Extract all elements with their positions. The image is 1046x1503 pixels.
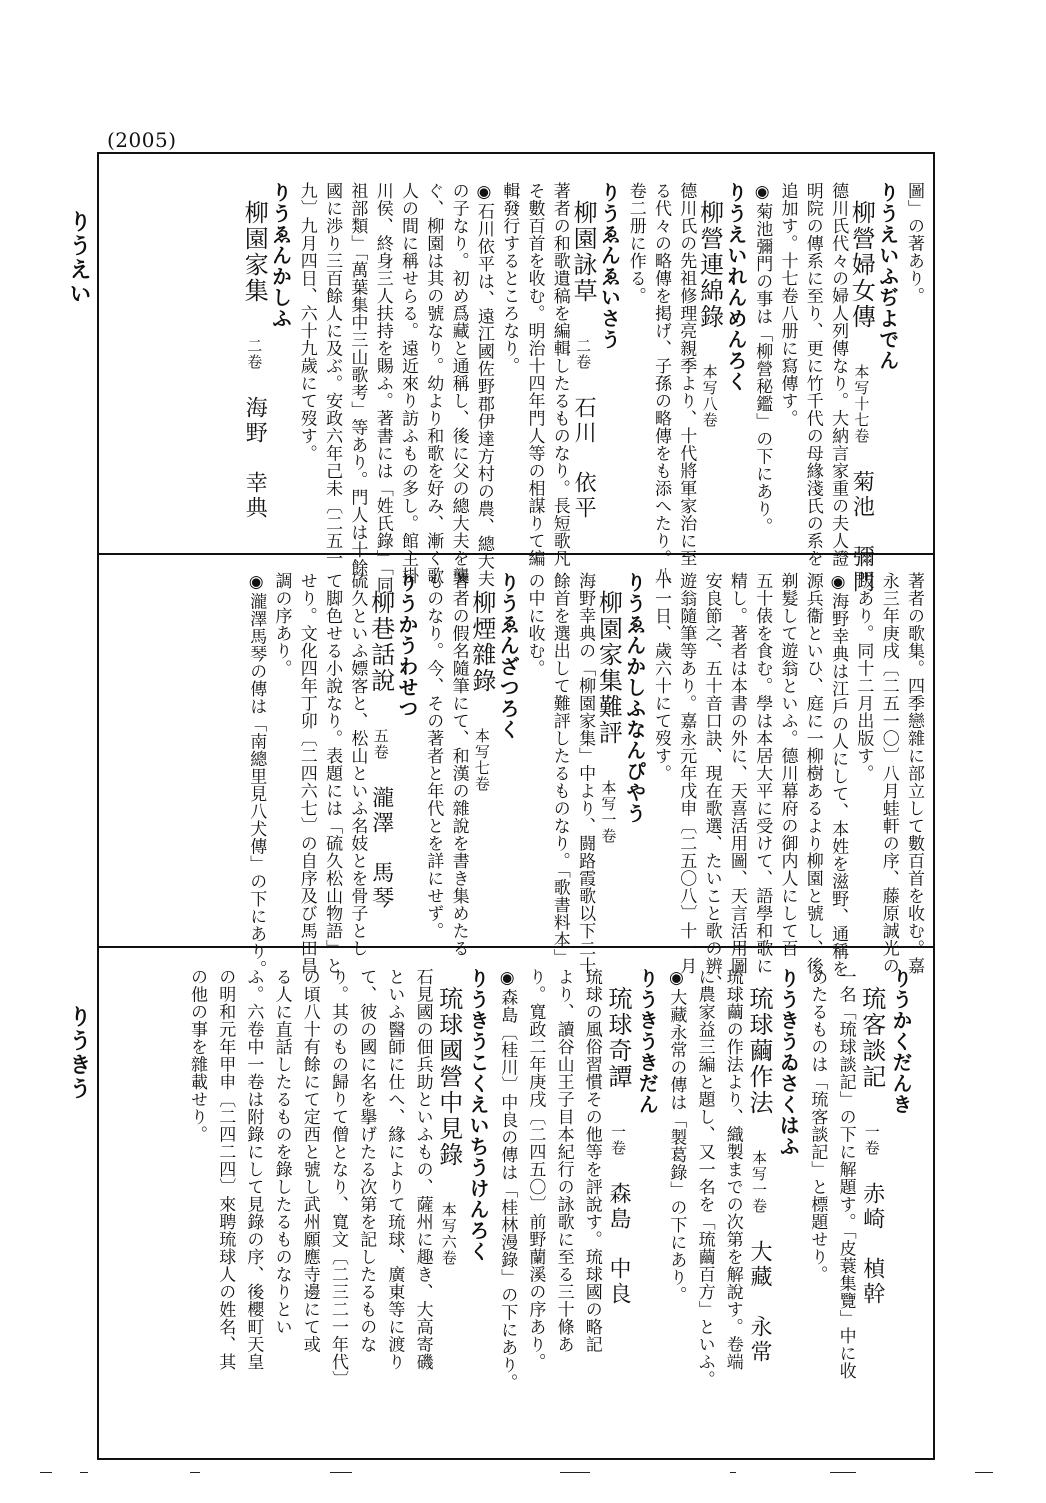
entry-title: 琉球奇譚 (604, 986, 632, 1090)
body-text-line: 海野幸典の「柳園家集」中より、闘路霞歌以下二十 (575, 572, 596, 975)
entry-title: 琉球繭作法 (745, 986, 773, 1116)
body-text-line: の他の事を雜載せり。 (187, 968, 207, 1143)
body-text-line: ◉瀧澤馬琴の傳は「南總里見八犬傳」の下にあり。 (246, 572, 267, 978)
entry-heading-kana: りうきうこくえいちうけんろく (466, 968, 490, 1262)
body-text-line: 調の序あり。 (271, 572, 292, 677)
entry-title-line (594, 590, 623, 844)
body-text-line: る代々の略傳を掲げ、子孫の略傳をも添へたり。八 (651, 182, 671, 585)
body-text-line: 遊翁隨筆等あり。嘉永元年戊申〔二五〇八〕十一月 (676, 572, 697, 975)
entry-heading-kana: りうゑんかしふ (268, 182, 293, 329)
body-text-line: 九〕九月四日、六十九歲にて歿す。 (296, 182, 317, 462)
volume-note: 二卷 (245, 338, 264, 370)
body-text-line: の中に收む。 (524, 572, 545, 677)
body-text-line: 著者の假名隨筆にて、和漢の雜說を書き集めたる (448, 572, 469, 957)
entry-title: 柳園家集難評 (594, 590, 623, 746)
entry-title-line (695, 200, 724, 428)
body-text-line: 剃髮して遊翁といふ。德川幕府の御内人にして百 (777, 572, 798, 957)
entry-author: 瀧澤 馬琴 (368, 786, 394, 911)
body-text-line: 安良節之、五十音口訣、現在歌選、たいこと歌の辨、 (701, 572, 722, 992)
body-text-line: ぐ、柳園は其の號なり。幼より和歌を好み、漸く歌 (423, 182, 444, 585)
volume-note: 本写十七卷 (852, 364, 871, 444)
body-text-line: 輯發行するところなり。 (499, 182, 520, 375)
entry-heading-kana: りうきうきだん (635, 968, 660, 1115)
entry-title-line (606, 986, 630, 1307)
entry-heading-kana: りうきうゐさくはふ (776, 968, 801, 1157)
entry-title-line (366, 590, 395, 911)
entry-author: 石川 依平 (571, 396, 597, 521)
body-text-line: 琉球の風俗習慣その他等を評說す。琉球國の略記 (581, 968, 602, 1353)
volume-note: 本写八卷 (700, 364, 719, 428)
body-text-line: せり。文化四年丁卯〔二四六七〕の自序及び馬田昌 (296, 572, 317, 975)
entry-heading-kana: りうかくだんき (889, 968, 913, 1115)
entry-title-line (467, 590, 496, 792)
entry-title: 柳巷話說 (366, 590, 395, 694)
entry-title: 琉球國營中見錄 (434, 986, 463, 1168)
body-text-line: 硫久といふ嫖客と、松山といふ名妓とを骨子とし (347, 572, 368, 957)
entry-title: 柳營連綿錄 (695, 200, 724, 330)
entry-heading-kana: りうえいふぢよでん (875, 182, 900, 371)
body-text-line: の頃八十有餘にて定西と號し武州願應寺邊にて或 (299, 968, 320, 1353)
body-text-line: 德川氏の先祖修理亮親季より、十代將軍家治に至 (676, 182, 697, 567)
body-text-line: めたるものは「琉客談記」と標題せり。 (807, 968, 828, 1283)
volume-note: 本写七卷 (472, 728, 491, 792)
entry-author: 菊池 彌門 (849, 470, 875, 595)
entry-title: 柳園家集 (240, 200, 269, 304)
entry-author: 森島 中良 (606, 1182, 631, 1307)
entry-title-line (240, 200, 269, 521)
body-text-line: 精し。著者は本書の外に、天喜活用圖、天言活用圖 (726, 572, 747, 975)
entry-title-line (847, 200, 876, 595)
entry-author: 赤崎 楨幹 (859, 1182, 885, 1307)
entry-title: 琉客談記 (857, 986, 886, 1090)
body-text-line: 琉球繭の作法より、織製までの次第を解說す。卷端 (722, 968, 743, 1371)
body-text-line: て脚色せる小說なり。表題には「硫久松山物語」と (322, 572, 343, 975)
body-text-line: ◉森島〔桂川〕中良の傳は「桂林漫錄」の下にあり。 (497, 968, 518, 1391)
volume-note: 本写一卷 (599, 780, 618, 844)
entry-title: 柳煙雜錄 (467, 590, 496, 694)
volume-note: 本写六卷 (439, 1202, 458, 1266)
body-text-line: 十一日、歲六十にて歿す。 (651, 572, 671, 782)
volume-note: 本写一卷 (750, 1150, 768, 1214)
body-text-line: 卷二册に作る。 (625, 182, 646, 305)
footer-marks (40, 1472, 1000, 1476)
body-text-line: そ數百首を收む。明治十四年門人等の相謀りて編 (524, 182, 545, 567)
entry-heading-kana: りうかうわせつ (395, 572, 419, 719)
body-text-line: 人の間に稱せらる。遠近來り訪ふもの多し。館主掛 (398, 182, 418, 585)
body-text-line: て、彼の國に名を擧げたる次第を記したるものな (356, 968, 377, 1353)
body-text-line: 追加す。十七卷八册に寫傳す。 (777, 182, 798, 427)
entry-title: 柳營婦女傳 (847, 200, 876, 330)
volume-note: 二卷 (574, 338, 593, 370)
body-text-line: ◉菊池彌門の事は「柳營秘鑑」の下にあり。 (752, 182, 773, 535)
body-text-line: 川侯、終身三人扶持を賜ふ。著書には「姓氏錄」「同 (372, 182, 393, 594)
body-text-line: 德川氏代々の婦人列傳なり。大納言家重の夫人證 (828, 182, 849, 567)
volume-note: 一卷 (862, 1124, 881, 1156)
entry-author: 大藏 永常 (747, 1240, 772, 1365)
volume-note: 五卷 (371, 728, 390, 760)
body-text-line: 國に渉り三百餘人に及ぶ。安政六年己未〔二五一 (322, 182, 343, 567)
body-text-line: といふ醫師に仕へ、緣によりて琉球、廣東等に渡り (384, 968, 405, 1371)
body-text-line: り。其のもの歸りて僧となり、寬文〔二三二一年代〕 (328, 968, 348, 1388)
body-text-line: 源兵衞といひ、庭に一柳樹あるより柳園と號し、後 (802, 572, 823, 975)
entry-title: 柳園詠草 (569, 200, 598, 304)
body-text-line: ◉大藏永常の傳は「製葛錄」の下にあり。 (666, 968, 687, 1304)
entry-heading-kana: りうえいれんめんろく (723, 182, 748, 392)
entry-title-line (857, 986, 886, 1307)
body-text-line: ◉石川依平は、遠江國佐野郡伊達方村の農、總大夫 (473, 182, 494, 588)
entry-title-line (434, 986, 463, 1266)
body-text-line: の明和元年甲申〔二四二四〕來聘琉球人の姓名、其 (215, 968, 236, 1371)
entry-heading-kana: りうゑんかしふなんぴやう (622, 572, 647, 824)
volume-note: 一卷 (609, 1124, 627, 1156)
body-text-line: 圖」の著あり。 (904, 182, 924, 305)
body-text-line: 祖部類」「萬葉集中三山歌考」等あり。門人は十餘 (347, 182, 368, 576)
body-text-line: の子なり。初め爲藏と通稱し、後に父の總大夫を襲 (448, 182, 469, 585)
thumb-index-bottom: りうきう (66, 1005, 92, 1101)
body-text-line: ◉海野幸典は江戶の人にして、本姓を滋野、通稱を (828, 572, 849, 978)
entry-heading-kana: りうゑんゑいさう (597, 182, 622, 350)
entry-title-line (569, 200, 598, 521)
entry-title-line (747, 986, 771, 1365)
body-text-line: 餘首を選出して難評したるものなり。「歌書料本」 (549, 572, 570, 966)
entry-heading-kana: りうゑんざつろく (496, 572, 521, 740)
body-text-line: ものなり。今、その著者と年代とを詳にせず。 (423, 572, 444, 940)
entry-author: 海野 幸典 (242, 396, 268, 521)
body-text-line: 明院の傳系に至り、更に竹千代の母緣淺氏の系を (802, 182, 823, 567)
body-text-line: 著者の和歌遺稿を編輯したるものなり。長短歌凡 (549, 182, 570, 567)
body-text-line: り。寬政二年庚戌〔二四五〇〕前野蘭溪の序あり。 (525, 968, 546, 1371)
body-text-line: に農家益三編と題し、又一名を「琉繭百方」といふ。 (694, 968, 715, 1388)
body-text-line: ふ。六卷中一卷は附錄にして見錄の序、後櫻町天皇 (243, 968, 264, 1371)
page-number: (2005) (107, 128, 177, 152)
body-text-line: 永三年庚戌〔二五一〇〕八月蛙軒の序、藤原誠光の (878, 572, 899, 975)
body-text-line: 五十俵を食む。學は本居大平に受けて、語學和歌に (752, 572, 773, 975)
body-text-line: 石見國の佃兵助といふもの、薩州に趣き、大高寄磯 (412, 968, 433, 1371)
body-text-line: 著者の歌集。四季戀雜に部立して數百首を收む。嘉 (904, 572, 924, 975)
thumb-index-top: りうえい (66, 210, 92, 306)
body-text-line: る人に直話したるものを錄したるものなりとい (271, 968, 292, 1336)
body-text-line: より、讀谷山王子目本紀行の詠歌に至る三十條あ (553, 968, 574, 1353)
body-text-line: 跋あり。同十二月出版す。 (853, 572, 874, 782)
body-text-line: 一名「琉球談記」の下に解題す。「皮蓑集覽」中に收 (835, 968, 856, 1380)
